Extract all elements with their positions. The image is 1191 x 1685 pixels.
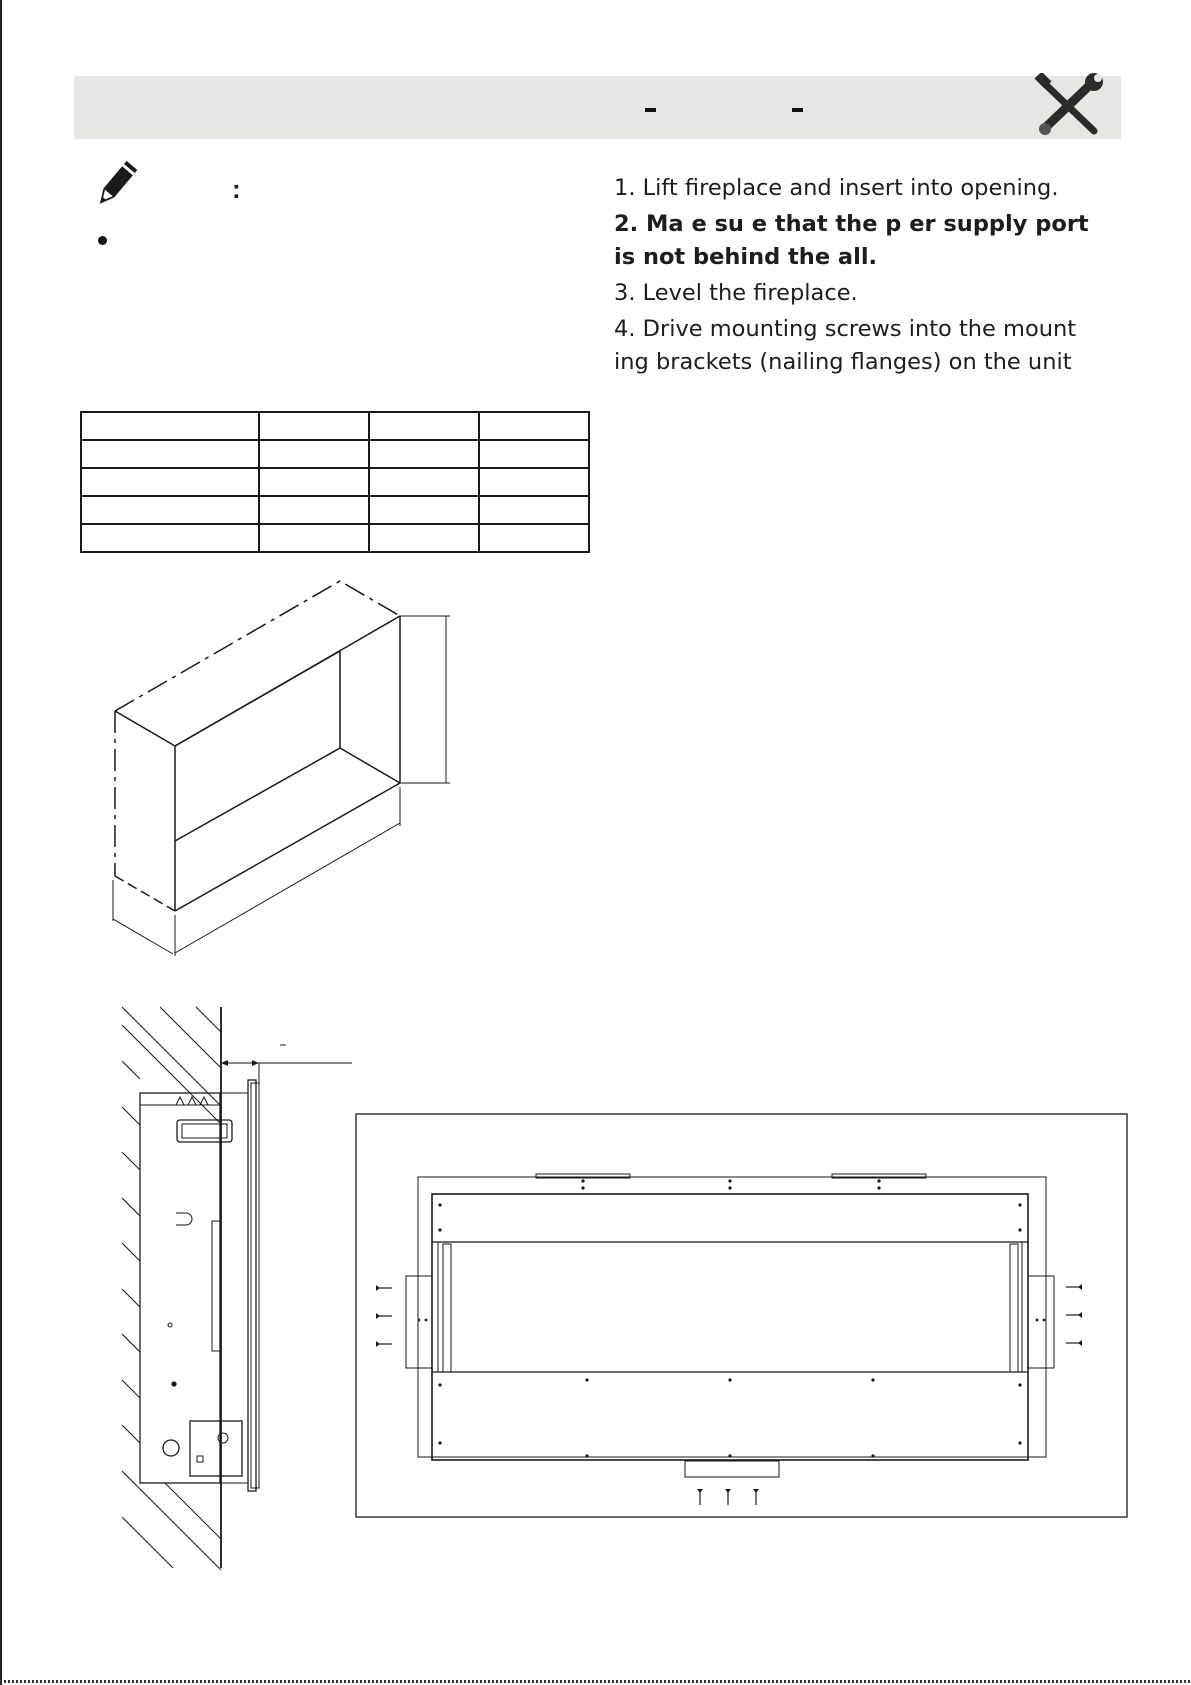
- note-colon: :: [232, 174, 241, 204]
- opening-isometric-figure: [113, 581, 450, 956]
- step-2: 2. Ma e su e that the p er supply port is not behind the all.: [614, 211, 1089, 270]
- step-4: 4. Drive mounting screws into the mount ing brackets (nailing flanges) on the unit: [614, 316, 1077, 375]
- step-3: 3. Level the fireplace.: [614, 280, 858, 306]
- step-1: 1. Lift fireplace and insert into opening.: [614, 175, 1059, 201]
- front-view-figure: [356, 1114, 1127, 1517]
- side-view-figure: [122, 1007, 352, 1570]
